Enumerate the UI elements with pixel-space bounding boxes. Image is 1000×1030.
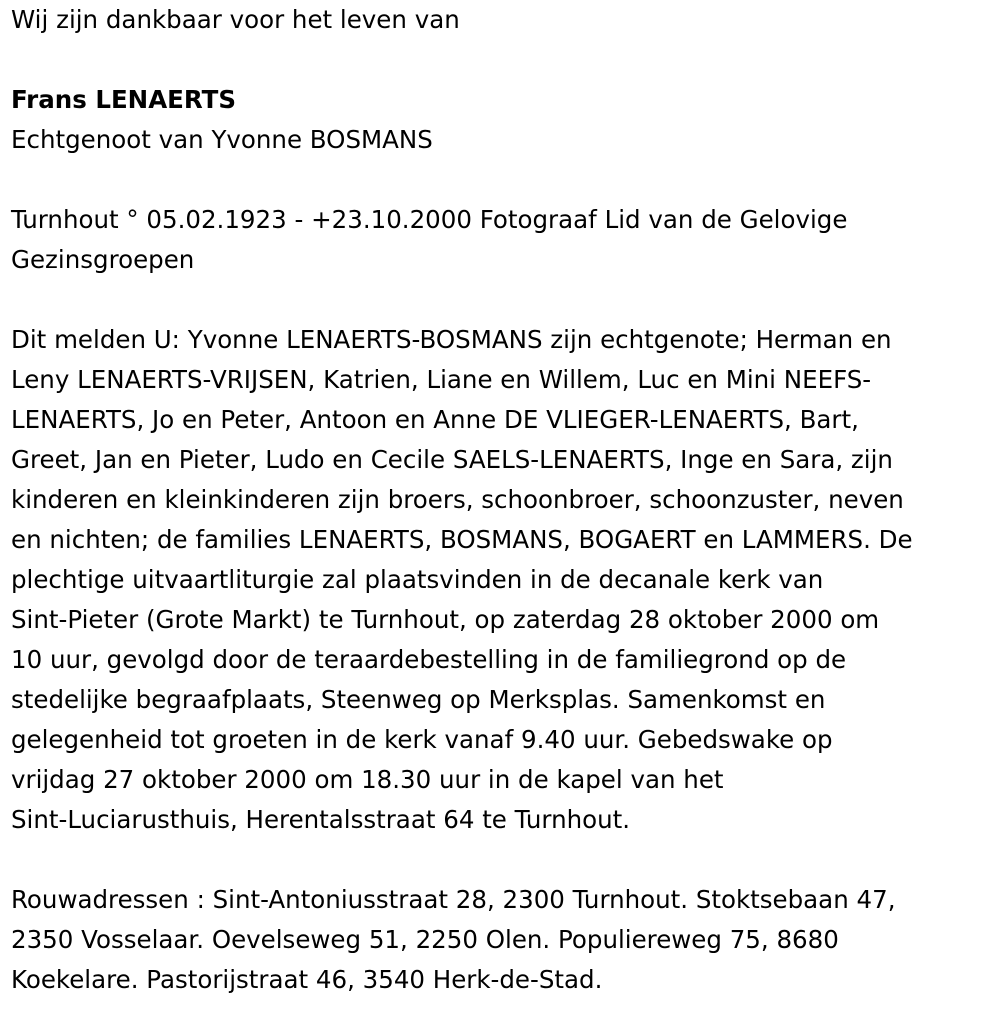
announcement-line: stedelijke begraafplaats, Steenweg op Merksplas. Samenkomst en: [11, 685, 826, 714]
announcement-line: kinderen en kleinkinderen zijn broers, schoonbroer, schoonzuster, neven: [11, 485, 904, 514]
announcement-line: Sint-Luciarusthuis, Herentalsstraat 64 te Turnhout.: [11, 805, 631, 834]
deceased-name: Frans LENAERTS: [11, 85, 237, 114]
announcement-line: plechtige uitvaartliturgie zal plaatsvinden in de decanale kerk van: [11, 565, 824, 594]
announcement-line: en nichten; de families LENAERTS, BOSMANS, BOGAERT en LAMMERS. De: [11, 525, 913, 554]
obituary-document: [11, 0, 986, 1000]
announcement-line: vrijdag 27 oktober 2000 om 18.30 uur in de kapel van het: [11, 765, 724, 794]
addresses-paragraph: [11, 880, 986, 1000]
life-details: [11, 200, 986, 280]
announcement-line: LENAERTS, Jo en Peter, Antoon en Anne DE VLIEGER-LENAERTS, Bart,: [11, 405, 859, 434]
announcement-line: Leny LENAERTS-VRIJSEN, Katrien, Liane en Willem, Luc en Mini NEEFS-: [11, 365, 872, 394]
announcement-line: 10 uur, gevolgd door de teraardebestelling in de familiegrond op de: [11, 645, 847, 674]
announcement-paragraph: [11, 320, 986, 840]
announcement-line: Sint-Pieter (Grote Markt) te Turnhout, op zaterdag 28 oktober 2000 om: [11, 605, 880, 634]
details-line: Turnhout ° 05.02.1923 - +23.10.2000 Fotograaf Lid van de Gelovige: [11, 205, 848, 234]
address-line: 2350 Vosselaar. Oevelseweg 51, 2250 Olen. Populiereweg 75, 8680: [11, 925, 839, 954]
announcement-line: gelegenheid tot groeten in de kerk vanaf 9.40 uur. Gebedswake op: [11, 725, 833, 754]
intro-text: Wij zijn dankbaar voor het leven van: [11, 5, 460, 34]
details-line: Gezinsgroepen: [11, 245, 195, 274]
announcement-line: Greet, Jan en Pieter, Ludo en Cecile SAELS-LENAERTS, Inge en Sara, zijn: [11, 445, 893, 474]
spacer: [11, 160, 986, 200]
announcement-line: Dit melden U: Yvonne LENAERTS-BOSMANS zijn echtgenote; Herman en: [11, 325, 892, 354]
spouse-line: Echtgenoot van Yvonne BOSMANS: [11, 125, 433, 154]
address-line: Koekelare. Pastorijstraat 46, 3540 Herk-de-Stad.: [11, 965, 603, 994]
spacer: [11, 40, 986, 80]
address-line: Rouwadressen : Sint-Antoniusstraat 28, 2300 Turnhout. Stoktsebaan 47,: [11, 885, 896, 914]
spacer: [11, 280, 986, 320]
spacer: [11, 840, 986, 880]
